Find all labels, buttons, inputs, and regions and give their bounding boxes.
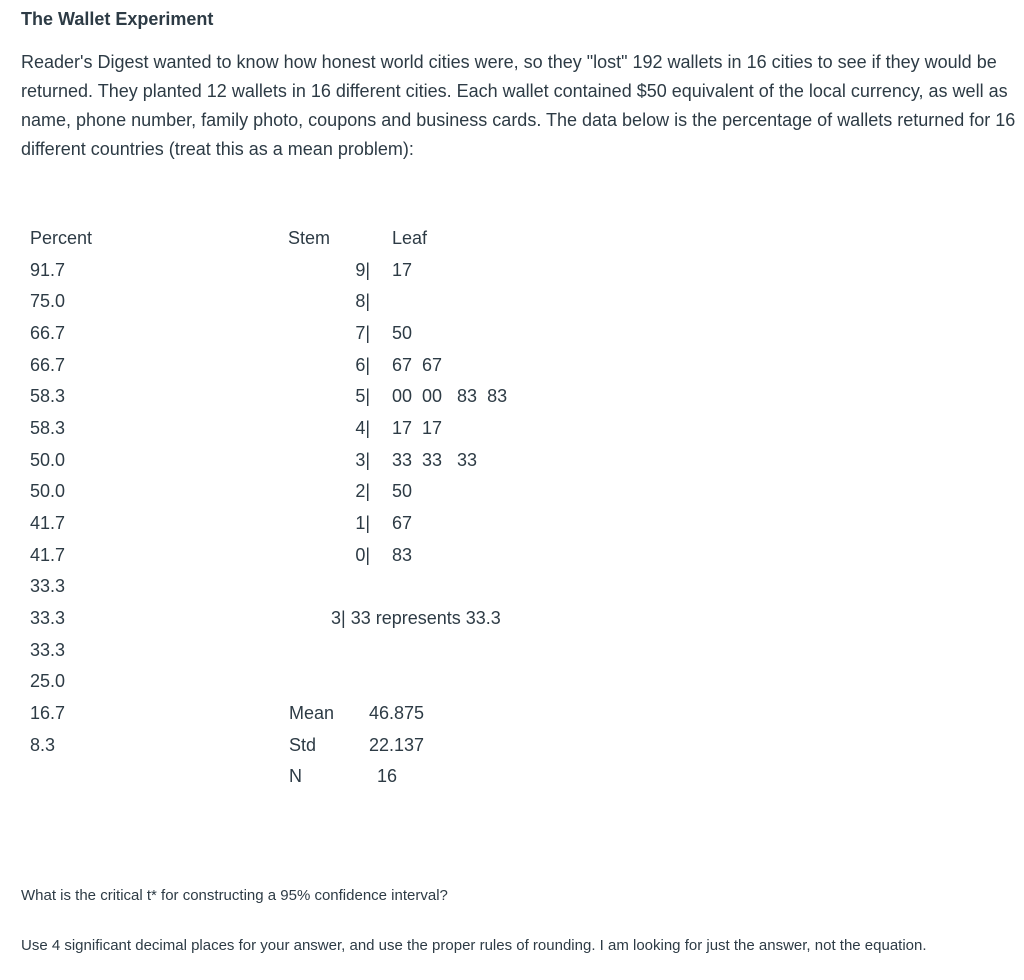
percent-value: 33.3	[30, 608, 66, 628]
stem: 5|	[355, 386, 370, 406]
question-text: What is the critical t* for constructing a 95% confidence interval?	[21, 887, 448, 904]
percent-value: 41.7	[30, 513, 66, 533]
stem: 8|	[355, 291, 370, 311]
stem: 9|	[355, 260, 370, 280]
percent-value: 66.7	[30, 355, 66, 375]
leaf-header: Leaf	[392, 228, 428, 248]
n-value: 16	[377, 766, 398, 786]
percent-value: 8.3	[30, 735, 56, 755]
n-label: N	[289, 766, 302, 786]
stem: 2|	[355, 481, 370, 501]
percent-value: 91.7	[30, 260, 66, 280]
percent-value: 75.0	[30, 291, 66, 311]
percent-header: Percent	[30, 228, 93, 248]
leaf: 17 17	[392, 418, 443, 438]
percent-value: 41.7	[30, 545, 66, 565]
leaf: 67	[392, 513, 413, 533]
mean-label: Mean	[289, 703, 335, 723]
leaf: 83	[392, 545, 413, 565]
mean-value: 46.875	[368, 703, 424, 723]
question-title: The Wallet Experiment	[21, 9, 214, 29]
percent-value: 58.3	[30, 418, 66, 438]
percent-value: 50.0	[30, 450, 66, 470]
stem-leaf-key: 3| 33 represents 33.3	[331, 608, 501, 628]
stem-header: Stem	[288, 228, 331, 248]
percent-value: 66.7	[30, 323, 66, 343]
stem: 4|	[355, 418, 370, 438]
std-value: 22.137	[368, 735, 424, 755]
percent-value: 33.3	[30, 576, 66, 596]
percent-value: 33.3	[30, 640, 66, 660]
stem: 6|	[355, 355, 370, 375]
stem: 0|	[355, 545, 370, 565]
leaf: 33 33 33	[392, 450, 478, 470]
leaf: 50	[392, 323, 413, 343]
stem: 1|	[355, 513, 370, 533]
instructions-text: Use 4 significant decimal places for your answer, and use the proper rules of rounding. I am looking for just the answer, not the equation.	[21, 937, 927, 954]
percent-value: 58.3	[30, 386, 66, 406]
leaf: 17	[392, 260, 413, 280]
percent-value: 25.0	[30, 671, 66, 691]
stem: 7|	[355, 323, 370, 343]
leaf: 00 00 83 83	[392, 386, 508, 406]
intro-paragraph: Reader's Digest wanted to know how honest world cities were, so they "lost" 192 wallets in 16 cities to see if they would be returned. They planted 12 wallets in 16 different cities. Each wallet contained $50 equivalent of the local currency, as well as name, phone number, family photo, coupons and business cards. The data below is the percentage of wallets returned for 16 different countries (treat this as a mean problem):	[21, 52, 1016, 159]
stem: 3|	[355, 450, 370, 470]
percent-value: 16.7	[30, 703, 66, 723]
percent-value: 50.0	[30, 481, 66, 501]
std-label: Std	[289, 735, 317, 755]
leaf: 50	[392, 481, 413, 501]
leaf: 67 67	[392, 355, 443, 375]
